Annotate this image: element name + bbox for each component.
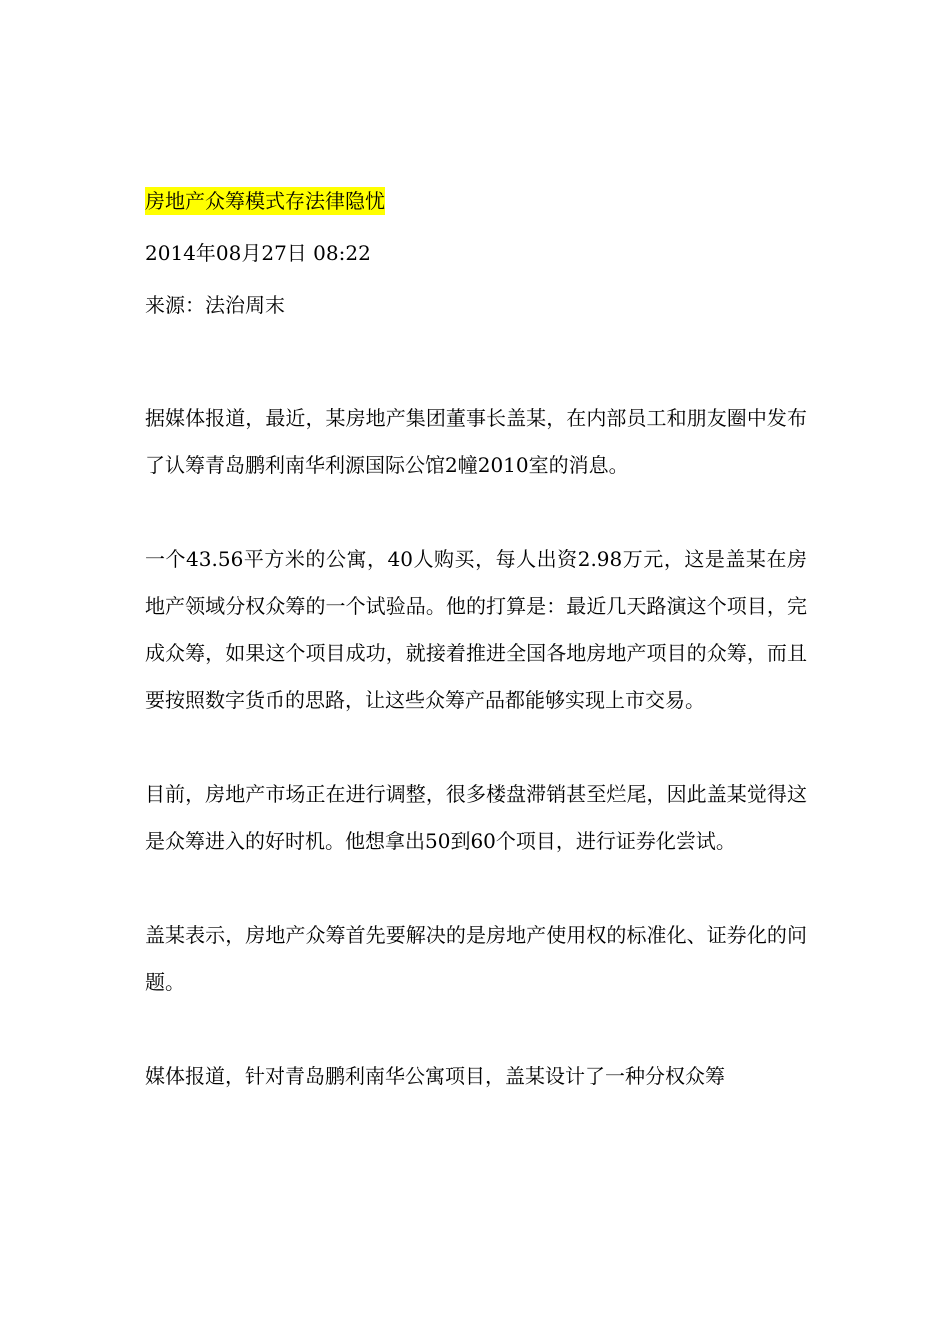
paragraph: 一个43.56平方米的公寓，40人购买，每人出资2.98万元，这是盖某在房地产领域分权众筹的一个试验品。他的打算是：最近几天路演这个项目，完成众筹，如果这个项目成功，就接着推进全国各地房地产项目的众筹，而且要按照数字货币的思路，让这些众筹产品都能够实现上市交易。 [145,547,807,712]
article-source: 来源：法治周末 [145,293,285,317]
paragraph: 目前，房地产市场正在进行调整，很多楼盘滞销甚至烂尾，因此盖某觉得这是众筹进入的好时机。他想拿出50到60个项目，进行证券化尝试。 [145,782,807,853]
article-title [145,183,807,219]
paragraph: 盖某表示，房地产众筹首先要解决的是房地产使用权的标准化、证券化的问题。 [145,923,807,994]
paragraph: 据媒体报道，最近，某房地产集团董事长盖某，在内部员工和朋友圈中发布了认筹青岛鹏利南华利源国际公馆2幢2010室的消息。 [145,406,807,477]
article-date: 2014年08月27日 08:22 [145,241,371,265]
highlighted-title-text: 房地产众筹模式存法律隐忧 [145,189,385,213]
paragraph: 媒体报道，针对青岛鹏利南华公寓项目，盖某设计了一种分权众筹 [145,1064,725,1088]
article-body [145,183,807,1100]
